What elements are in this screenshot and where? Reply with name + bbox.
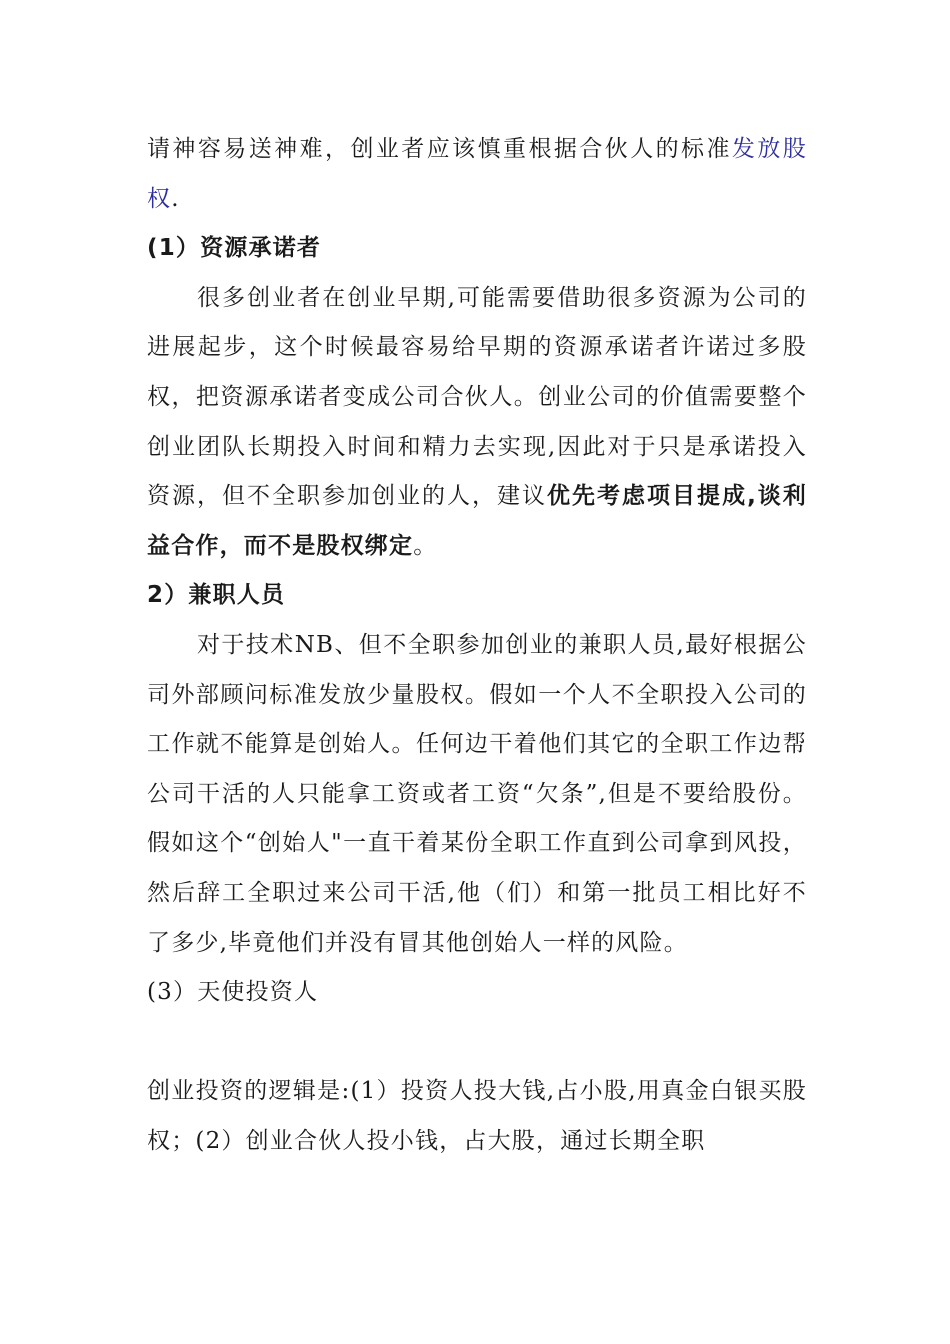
section-heading-resource-committer: (1）资源承诺者 [147,235,322,262]
intro-end: . [171,185,180,212]
section1-end: 。 [413,532,438,559]
section-heading-part-time: 2）兼职人员 [147,582,286,609]
section-body-part-time: 对于技术NB、但不全职参加创业的兼职人员,最好根据公司外部顾问标准发放少量股权。假如一个人不全职投入公司的工作就不能算是创始人。任何边干着他们其它的全职工作边帮公司干活的人只能拿工资或者工资“欠条”,但是不要给股份。假如这个“创始人"一直干着某份全职工作直到公司拿到风投，然后辞工全职过来公司干活,他（们）和第一批员工相比好不了多少,毕竟他们并没有冒其他创始人一样的风险。 [147,631,807,956]
section-body-angel-investor: 创业投资的逻辑是:(1）投资人投大钱,占小股,用真金白银买股权；(2）创业合伙人投小钱，占大股，通过长期全职 [147,1078,807,1154]
section-heading-angel-investor: (3）天使投资人 [147,979,319,1006]
section1-bold-text: 优先考虑项目提成,谈利益合作，而不是股权绑定 [147,483,808,559]
section-body-resource-committer [147,274,807,572]
intro-paragraph [147,125,807,224]
intro-highlight: 发放股权 [147,136,807,212]
paragraph-gap [147,1018,807,1068]
section1-body-text: 很多创业者在创业早期,可能需要借助很多资源为公司的进展起步，这个时候最容易给早期的资源承诺者许诺过多股权，把资源承诺者变成公司合伙人。创业公司的价值需要整个创业团队长期投入时间和精力去实现,因此对于只是承诺投入资源，但不全职参加创业的人，建议 [147,284,807,510]
intro-text: 请神容易送神难，创业者应该慎重根据合伙人的标准 [147,136,732,162]
document-page [147,125,807,1166]
